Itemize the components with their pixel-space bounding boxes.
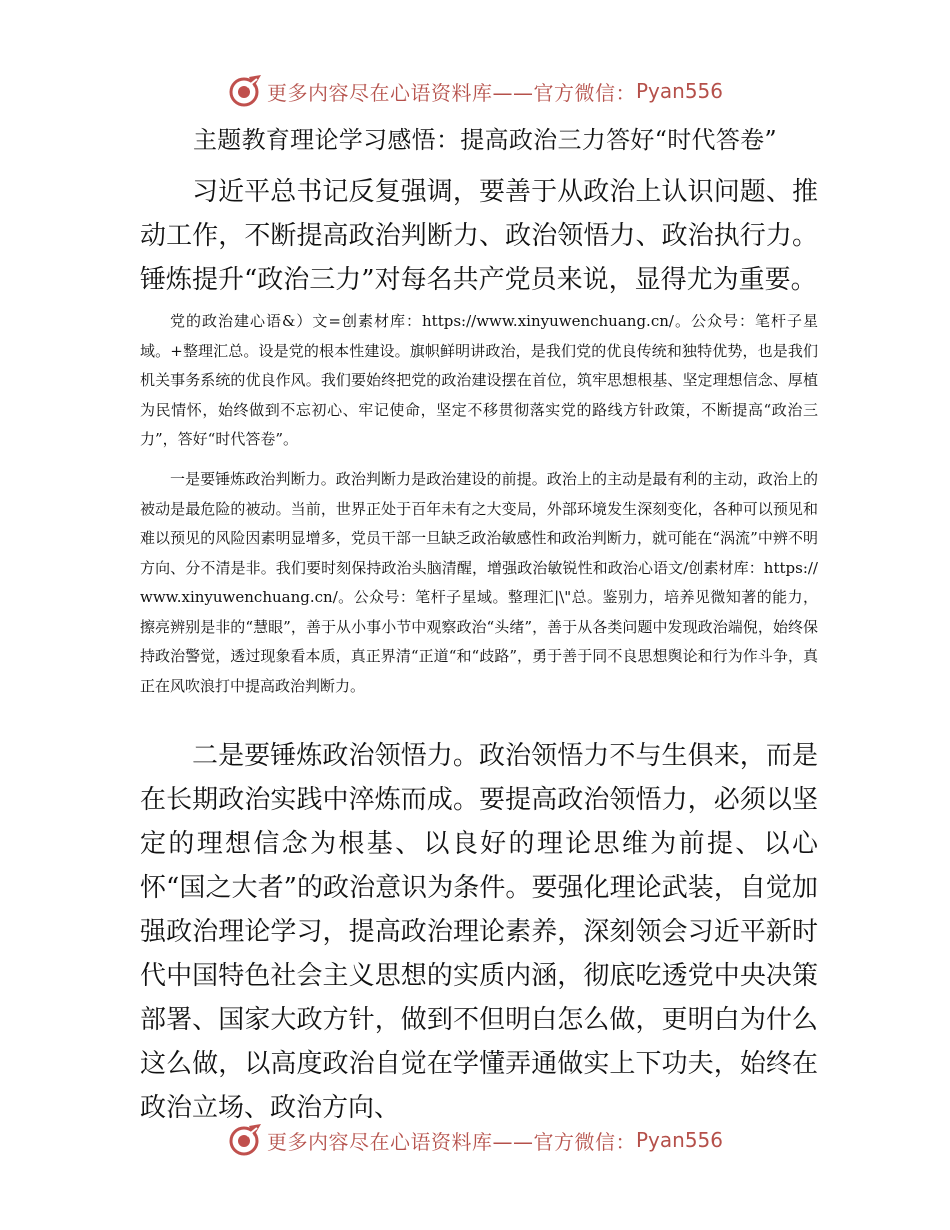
banner-slogan: 更多内容尽在心语资料库——官方微信： bbox=[266, 80, 636, 105]
paragraph-political-comprehension: 二是要锤炼政治领悟力。政治领悟力不与生俱来，而是在长期政治实践中淬炼而成。要提高政治领悟力，必须以坚定的理想信念为根基、以良好的理论思维为前提、以心怀“国之大者”的政治意识为条件。要强化理论武装，自觉加强政治理论学习，提高政治理论素养，深刻领会习近平新时代中国特色社会主义思想的实质内涵，彻底吃透党中央决策部署、国家大政方针，做到不但明白怎么做，更明白为什么这么做，以高度政治自觉在学懂弄通做实上下功夫，始终在政治立场、政治方向、 bbox=[140, 741, 818, 1123]
banner-wechat-id: Pyan556 bbox=[635, 1128, 723, 1152]
banner-wechat-id: Pyan556 bbox=[635, 79, 723, 103]
paragraph-political-judgment: 一是要锤炼政治判断力。政治判断力是政治建设的前提。政治上的主动是最有利的主动，政治上的被动是最危险的被动。当前，世界正处于百年未有之大变局，外部环境发生深刻变化，各种可以预见和难以预见的风险因素明显增多，党员干部一旦缺乏政治敏感性和政治判断力，就可能在“涡流”中辨不明方向、分不清是非。我们要时刻保持政治头脑清醒，增强政治敏锐性和政治心语文/创素材库：https://www.xinyuwenchuang.cn/。公众号：笔杆子星域。整理汇|\"总。鉴别力，培养见微知著的能力，擦亮辨别是非的“慧眼”，善于从小事小节中观察政治“头绪”，善于从各类问题中发现政治端倪，始终保持政治警觉，透过现象看本质，真正界清“正道“和“歧路”，勇于善于同不良思想舆论和行为作斗争，真正在风吹浪打中提高政治判断力。 bbox=[140, 470, 818, 695]
document-title: 主题教育理论学习感悟：提高政治三力答好“时代答卷” bbox=[192, 126, 778, 154]
inkpen-logo-icon bbox=[227, 1122, 263, 1158]
inkpen-logo-icon bbox=[227, 73, 263, 109]
paragraph-intro: 习近平总书记反复强调，要善于从政治上认识问题、推动工作，不断提高政治判断力、政治领悟力、政治执行力。锤炼提升“政治三力”对每名共产党员来说，显得尤为重要。 bbox=[140, 177, 818, 295]
footer-watermark-banner bbox=[0, 1122, 950, 1158]
header-watermark-banner bbox=[0, 73, 950, 109]
banner-slogan: 更多内容尽在心语资料库——官方微信： bbox=[266, 1129, 636, 1154]
paragraph-party-building: 党的政治建心语&）文=创素材库：https://www.xinyuwenchuang.cn/。公众号：笔杆子星域。+整理汇总。设是党的根本性建设。旗帜鲜明讲政治，是我们党的优良传统和独特优势，也是我们机关事务系统的优良作风。我们要始终把党的政治建设摆在首位，筑牢思想根基、坚定理想信念、厚植为民情怀，始终做到不忘初心、牢记使命，坚定不移贯彻落实党的路线方针政策，不断提高“政治三力”，答好“时代答卷”。 bbox=[140, 312, 818, 448]
